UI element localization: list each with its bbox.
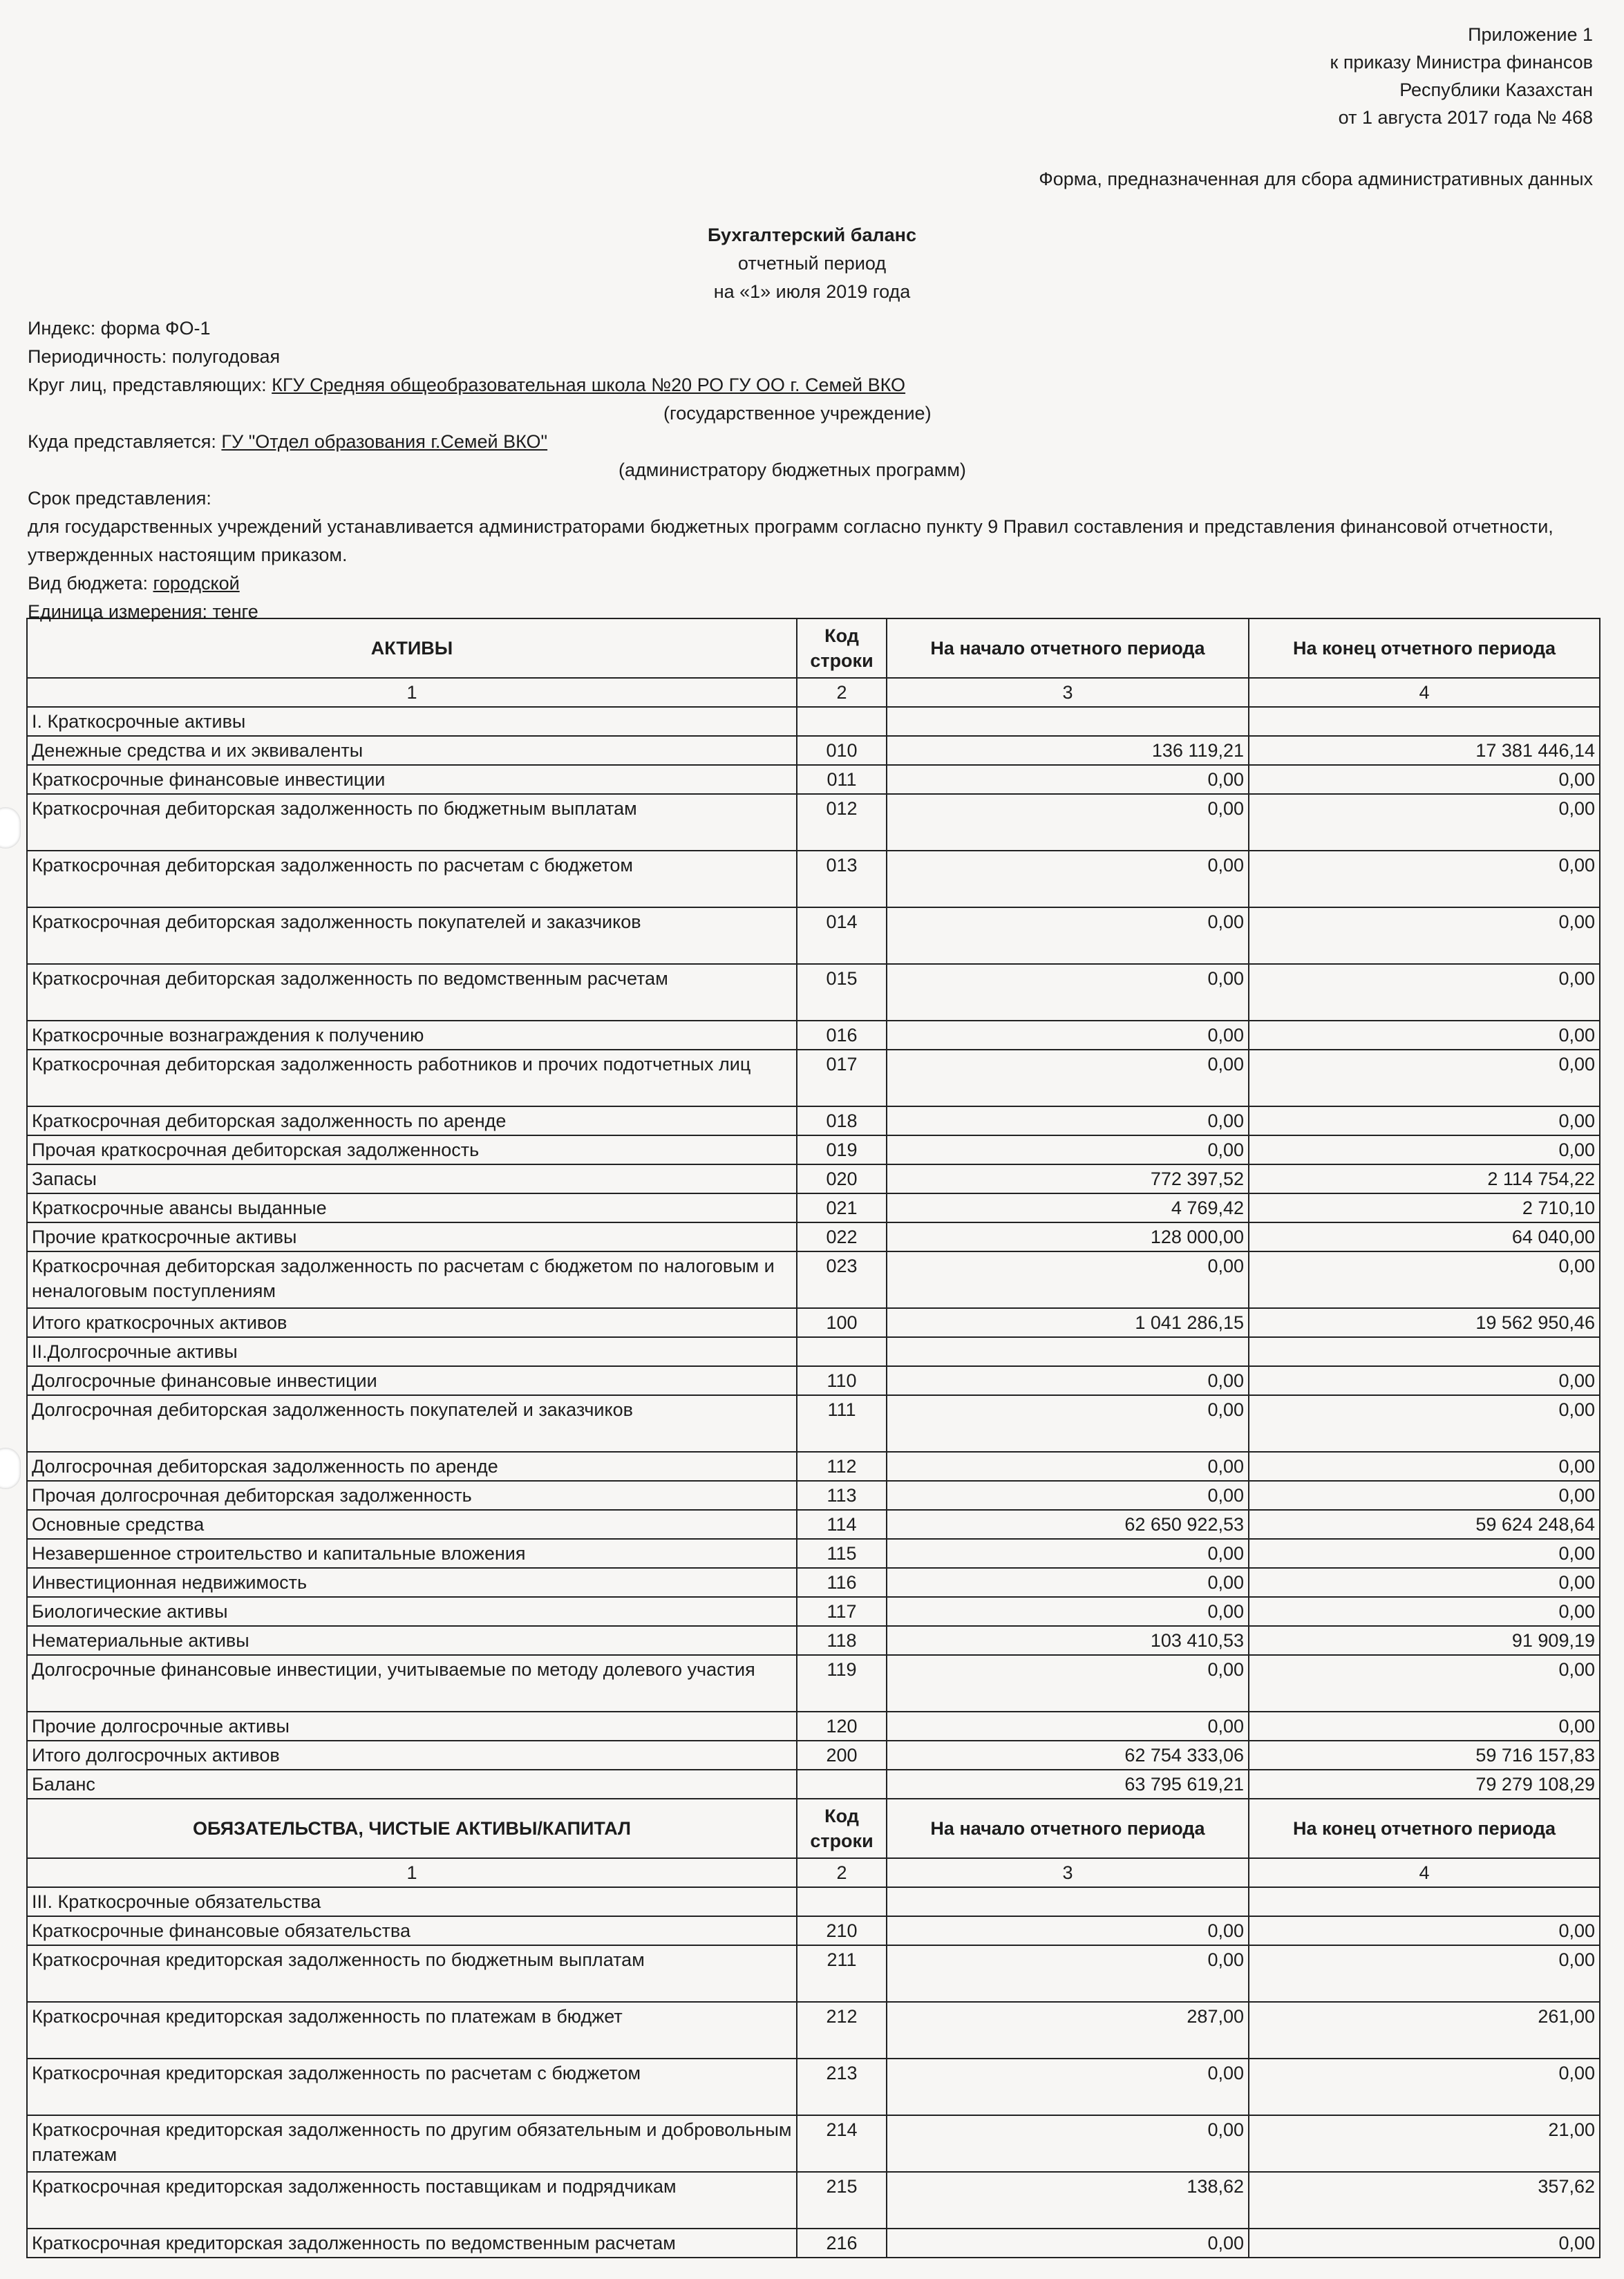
- row-name-cell: Денежные средства и их эквиваленты: [27, 736, 797, 765]
- value-start-cell: 0,00: [887, 851, 1249, 907]
- row-code-cell: 118: [797, 1626, 887, 1655]
- value-start-cell: 0,00: [887, 1481, 1249, 1510]
- value-start-cell: [887, 1887, 1249, 1916]
- value-end-cell: 0,00: [1249, 1712, 1600, 1741]
- table-row: [27, 765, 1600, 794]
- assets-header-title: АКТИВЫ: [27, 618, 797, 678]
- submitters-note: (государственное учреждение): [663, 403, 932, 424]
- value-end-cell: 0,00: [1249, 1945, 1600, 2002]
- row-code-cell: 114: [797, 1510, 887, 1539]
- value-start-cell: 0,00: [887, 907, 1249, 964]
- value-end-cell: 19 562 950,46: [1249, 1308, 1600, 1337]
- budget-value: городской: [153, 573, 240, 594]
- table-row: [27, 2172, 1600, 2229]
- value-end-cell: [1249, 707, 1600, 736]
- table-row: [27, 1712, 1600, 1741]
- row-code-cell: 110: [797, 1366, 887, 1395]
- row-code-cell: 022: [797, 1222, 887, 1251]
- row-code-cell: 015: [797, 964, 887, 1021]
- value-end-cell: 0,00: [1249, 1021, 1600, 1050]
- document-title-block: [0, 221, 1624, 306]
- row-code-cell: 200: [797, 1741, 887, 1770]
- row-name-cell: Баланс: [27, 1770, 797, 1799]
- value-start-cell: 4 769,42: [887, 1193, 1249, 1222]
- row-code-cell: [797, 707, 887, 736]
- table-row: [27, 2002, 1600, 2059]
- header-start: На начало отчетного периода: [887, 1799, 1249, 1858]
- row-name-cell: Незавершенное строительство и капитальные вложения: [27, 1539, 797, 1568]
- table-row: [27, 2115, 1600, 2172]
- row-name-cell: Краткосрочная кредиторская задолженность по бюджетным выплатам: [27, 1945, 797, 2002]
- row-code-cell: 119: [797, 1655, 887, 1712]
- row-name-cell: Долгосрочные финансовые инвестиции, учитываемые по методу долевого участия: [27, 1655, 797, 1712]
- value-start-cell: 772 397,52: [887, 1164, 1249, 1193]
- header-start: На начало отчетного периода: [887, 618, 1249, 678]
- liabilities-section: [27, 1799, 1600, 2258]
- value-end-cell: 0,00: [1249, 765, 1600, 794]
- value-end-cell: 357,62: [1249, 2172, 1600, 2229]
- header-code: Код строки: [797, 1799, 887, 1858]
- row-code-cell: 016: [797, 1021, 887, 1050]
- balance-table: [26, 618, 1601, 2258]
- header-code: Код строки: [797, 618, 887, 678]
- value-end-cell: 261,00: [1249, 2002, 1600, 2059]
- row-name-cell: Краткосрочная кредиторская задолженность поставщикам и подрядчикам: [27, 2172, 797, 2229]
- value-start-cell: 0,00: [887, 2059, 1249, 2115]
- form-purpose: Форма, предназначенная для сбора административных данных: [1039, 169, 1593, 189]
- row-code-cell: 210: [797, 1916, 887, 1945]
- row-name-cell: Краткосрочные авансы выданные: [27, 1193, 797, 1222]
- column-number: 2: [797, 1858, 887, 1887]
- row-name-cell: Краткосрочная кредиторская задолженность по ведомственным расчетам: [27, 2229, 797, 2258]
- column-number: 2: [797, 678, 887, 707]
- value-end-cell: [1249, 1337, 1600, 1366]
- value-start-cell: 136 119,21: [887, 736, 1249, 765]
- value-start-cell: 62 650 922,53: [887, 1510, 1249, 1539]
- row-code-cell: [797, 1887, 887, 1916]
- row-name-cell: Краткосрочные финансовые инвестиции: [27, 765, 797, 794]
- row-code-cell: 212: [797, 2002, 887, 2059]
- row-name-cell: Краткосрочная дебиторская задолженность по ведомственным расчетам: [27, 964, 797, 1021]
- table-row: [27, 1945, 1600, 2002]
- submitters-row: [28, 371, 1596, 399]
- value-end-cell: 0,00: [1249, 1251, 1600, 1308]
- value-end-cell: 0,00: [1249, 1135, 1600, 1164]
- column-number: 1: [27, 1858, 797, 1887]
- row-code-cell: [797, 1337, 887, 1366]
- row-code-cell: 014: [797, 907, 887, 964]
- value-end-cell: 0,00: [1249, 1916, 1600, 1945]
- value-start-cell: 0,00: [887, 1452, 1249, 1481]
- row-code-cell: 021: [797, 1193, 887, 1222]
- table-row: [27, 1770, 1600, 1799]
- value-end-cell: 0,00: [1249, 1655, 1600, 1712]
- deadline-label: Срок представления:: [28, 488, 211, 509]
- row-code-cell: 112: [797, 1452, 887, 1481]
- value-start-cell: 0,00: [887, 1916, 1249, 1945]
- value-end-cell: 0,00: [1249, 1106, 1600, 1135]
- row-code-cell: 017: [797, 1050, 887, 1106]
- value-start-cell: 1 041 286,15: [887, 1308, 1249, 1337]
- table-row: [27, 2229, 1600, 2258]
- table-row: [27, 1106, 1600, 1135]
- budget-row: [28, 569, 1596, 598]
- row-name-cell: Краткосрочная дебиторская задолженность работников и прочих подотчетных лиц: [27, 1050, 797, 1106]
- value-end-cell: 0,00: [1249, 1366, 1600, 1395]
- row-code-cell: 010: [797, 736, 887, 765]
- value-end-cell: 0,00: [1249, 851, 1600, 907]
- table-row: [27, 1337, 1600, 1366]
- table-row: [27, 1887, 1600, 1916]
- order-line: к приказу Министра финансов: [1330, 52, 1593, 73]
- row-name-cell: Прочая краткосрочная дебиторская задолженность: [27, 1135, 797, 1164]
- row-code-cell: 115: [797, 1539, 887, 1568]
- row-code-cell: 019: [797, 1135, 887, 1164]
- value-end-cell: 59 624 248,64: [1249, 1510, 1600, 1539]
- table-row: [27, 1481, 1600, 1510]
- value-start-cell: [887, 707, 1249, 736]
- row-name-cell: III. Краткосрочные обязательства: [27, 1887, 797, 1916]
- row-code-cell: 012: [797, 794, 887, 851]
- appendix-header: [1330, 21, 1594, 131]
- value-start-cell: 0,00: [887, 1597, 1249, 1626]
- row-code-cell: 113: [797, 1481, 887, 1510]
- table-row: [27, 1395, 1600, 1452]
- row-code-cell: 211: [797, 1945, 887, 2002]
- row-code-cell: 011: [797, 765, 887, 794]
- row-name-cell: Краткосрочная кредиторская задолженность по расчетам с бюджетом: [27, 2059, 797, 2115]
- value-end-cell: [1249, 1887, 1600, 1916]
- row-name-cell: Долгосрочные финансовые инвестиции: [27, 1366, 797, 1395]
- order-line: Республики Казахстан: [1399, 79, 1593, 100]
- value-end-cell: 0,00: [1249, 1395, 1600, 1452]
- table-row: [27, 907, 1600, 964]
- value-end-cell: 2 710,10: [1249, 1193, 1600, 1222]
- value-end-cell: 0,00: [1249, 2229, 1600, 2258]
- table-row: [27, 1135, 1600, 1164]
- row-code-cell: 020: [797, 1164, 887, 1193]
- table-row: [27, 2059, 1600, 2115]
- unit-of-measure: Единица измерения: тенге: [28, 601, 258, 622]
- value-end-cell: 59 716 157,83: [1249, 1741, 1600, 1770]
- value-end-cell: 0,00: [1249, 1597, 1600, 1626]
- table-row: [27, 794, 1600, 851]
- row-name-cell: Прочие краткосрочные активы: [27, 1222, 797, 1251]
- row-name-cell: I. Краткосрочные активы: [27, 707, 797, 736]
- value-start-cell: 63 795 619,21: [887, 1770, 1249, 1799]
- table-row: [27, 1251, 1600, 1308]
- form-metadata: [28, 314, 1596, 626]
- value-start-cell: 138,62: [887, 2172, 1249, 2229]
- row-code-cell: 120: [797, 1712, 887, 1741]
- row-name-cell: II.Долгосрочные активы: [27, 1337, 797, 1366]
- table-row: [27, 964, 1600, 1021]
- column-number: 3: [887, 1858, 1249, 1887]
- row-code-cell: 216: [797, 2229, 887, 2258]
- row-code-cell: 215: [797, 2172, 887, 2229]
- row-name-cell: Краткосрочные вознаграждения к получению: [27, 1021, 797, 1050]
- value-end-cell: 0,00: [1249, 1050, 1600, 1106]
- value-end-cell: 0,00: [1249, 1452, 1600, 1481]
- row-name-cell: Прочие долгосрочные активы: [27, 1712, 797, 1741]
- value-end-cell: 21,00: [1249, 2115, 1600, 2172]
- row-name-cell: Итого краткосрочных активов: [27, 1308, 797, 1337]
- recipient-label: Куда представляется:: [28, 431, 216, 452]
- column-number-row: [27, 678, 1600, 707]
- form-index: Индекс: форма ФО-1: [28, 318, 211, 339]
- value-end-cell: 79 279 108,29: [1249, 1770, 1600, 1799]
- row-name-cell: Краткосрочная дебиторская задолженность по бюджетным выплатам: [27, 794, 797, 851]
- value-start-cell: 287,00: [887, 2002, 1249, 2059]
- row-code-cell: 013: [797, 851, 887, 907]
- recipient-value: ГУ "Отдел образования г.Семей ВКО": [221, 431, 548, 452]
- punch-hole: [0, 1448, 21, 1489]
- liabilities-header-title: ОБЯЗАТЕЛЬСТВА, ЧИСТЫЕ АКТИВЫ/КАПИТАЛ: [27, 1799, 797, 1858]
- table-row: [27, 1510, 1600, 1539]
- value-start-cell: 0,00: [887, 2115, 1249, 2172]
- value-end-cell: 0,00: [1249, 2059, 1600, 2115]
- value-start-cell: 0,00: [887, 1395, 1249, 1452]
- row-name-cell: Итого долгосрочных активов: [27, 1741, 797, 1770]
- row-name-cell: Краткосрочная дебиторская задолженность покупателей и заказчиков: [27, 907, 797, 964]
- row-name-cell: Нематериальные активы: [27, 1626, 797, 1655]
- row-name-cell: Запасы: [27, 1164, 797, 1193]
- row-code-cell: 100: [797, 1308, 887, 1337]
- header-end: На конец отчетного периода: [1249, 1799, 1600, 1858]
- table-row: [27, 707, 1600, 736]
- reporting-period-label: отчетный период: [737, 253, 887, 274]
- value-start-cell: 0,00: [887, 1251, 1249, 1308]
- table-row: [27, 1539, 1600, 1568]
- table-row: [27, 1916, 1600, 1945]
- value-end-cell: 0,00: [1249, 1539, 1600, 1568]
- column-number: 4: [1249, 1858, 1600, 1887]
- column-number-row: [27, 1858, 1600, 1887]
- row-name-cell: Краткосрочная кредиторская задолженность по платежам в бюджет: [27, 2002, 797, 2059]
- value-start-cell: 0,00: [887, 2229, 1249, 2258]
- value-start-cell: 0,00: [887, 794, 1249, 851]
- value-end-cell: 0,00: [1249, 794, 1600, 851]
- row-code-cell: [797, 1770, 887, 1799]
- table-row: [27, 1050, 1600, 1106]
- row-code-cell: 111: [797, 1395, 887, 1452]
- value-start-cell: 128 000,00: [887, 1222, 1249, 1251]
- row-name-cell: Инвестиционная недвижимость: [27, 1568, 797, 1597]
- row-name-cell: Долгосрочная дебиторская задолженность по аренде: [27, 1452, 797, 1481]
- table-row: [27, 1021, 1600, 1050]
- table-row: [27, 1452, 1600, 1481]
- row-code-cell: 117: [797, 1597, 887, 1626]
- table-row: [27, 1366, 1600, 1395]
- table-row: [27, 1193, 1600, 1222]
- table-row: [27, 1222, 1600, 1251]
- row-code-cell: 023: [797, 1251, 887, 1308]
- table-row: [27, 1741, 1600, 1770]
- row-code-cell: 018: [797, 1106, 887, 1135]
- budget-label: Вид бюджета:: [28, 573, 148, 594]
- appendix-title: Приложение 1: [1468, 24, 1593, 45]
- value-start-cell: 0,00: [887, 1539, 1249, 1568]
- value-end-cell: 0,00: [1249, 907, 1600, 964]
- submitters-value: КГУ Средняя общеобразовательная школа №20 РО ГУ ОО г. Семей ВКО: [272, 375, 906, 395]
- column-number: 4: [1249, 678, 1600, 707]
- row-name-cell: Краткосрочная дебиторская задолженность по расчетам с бюджетом: [27, 851, 797, 907]
- table-row: [27, 851, 1600, 907]
- table-row: [27, 1568, 1600, 1597]
- row-name-cell: Краткосрочная дебиторская задолженность по расчетам с бюджетом по налоговым и неналоговым поступлениям: [27, 1251, 797, 1308]
- table-row: [27, 1655, 1600, 1712]
- row-name-cell: Долгосрочная дебиторская задолженность покупателей и заказчиков: [27, 1395, 797, 1452]
- value-start-cell: 0,00: [887, 1712, 1249, 1741]
- value-start-cell: 0,00: [887, 1366, 1249, 1395]
- value-start-cell: 0,00: [887, 964, 1249, 1021]
- value-end-cell: 64 040,00: [1249, 1222, 1600, 1251]
- value-start-cell: 0,00: [887, 1135, 1249, 1164]
- row-code-cell: 213: [797, 2059, 887, 2115]
- liabilities-header-row: [27, 1799, 1600, 1858]
- reporting-date: на «1» июля 2019 года: [713, 281, 911, 302]
- value-start-cell: 0,00: [887, 1568, 1249, 1597]
- table-row: [27, 1626, 1600, 1655]
- table-row: [27, 1308, 1600, 1337]
- row-name-cell: Краткосрочные финансовые обязательства: [27, 1916, 797, 1945]
- deadline-text: для государственных учреждений устанавливается администраторами бюджетных программ согласно пункту 9 Правил составления и представления финансовой отчетности, утвержденных настоящим приказом.: [28, 516, 1554, 565]
- recipient-row: [28, 428, 1596, 456]
- document-title: Бухгалтерский баланс: [708, 225, 916, 245]
- value-start-cell: 0,00: [887, 765, 1249, 794]
- value-end-cell: 91 909,19: [1249, 1626, 1600, 1655]
- row-name-cell: Прочая долгосрочная дебиторская задолженность: [27, 1481, 797, 1510]
- value-end-cell: 0,00: [1249, 1568, 1600, 1597]
- value-start-cell: 0,00: [887, 1106, 1249, 1135]
- table-row: [27, 736, 1600, 765]
- row-code-cell: 214: [797, 2115, 887, 2172]
- column-number: 1: [27, 678, 797, 707]
- assets-section: [27, 618, 1600, 1799]
- row-name-cell: Краткосрочная дебиторская задолженность по аренде: [27, 1106, 797, 1135]
- recipient-note: (администратору бюджетных программ): [619, 460, 966, 480]
- value-start-cell: 0,00: [887, 1655, 1249, 1712]
- value-start-cell: 0,00: [887, 1021, 1249, 1050]
- table-row: [27, 1597, 1600, 1626]
- value-start-cell: 103 410,53: [887, 1626, 1249, 1655]
- value-end-cell: 17 381 446,14: [1249, 736, 1600, 765]
- column-number: 3: [887, 678, 1249, 707]
- value-start-cell: [887, 1337, 1249, 1366]
- assets-header-row: [27, 618, 1600, 678]
- row-name-cell: Биологические активы: [27, 1597, 797, 1626]
- header-end: На конец отчетного периода: [1249, 618, 1600, 678]
- row-name-cell: Краткосрочная кредиторская задолженность по другим обязательным и добровольным платежам: [27, 2115, 797, 2172]
- value-end-cell: 0,00: [1249, 1481, 1600, 1510]
- row-code-cell: 116: [797, 1568, 887, 1597]
- value-start-cell: 62 754 333,06: [887, 1741, 1249, 1770]
- value-end-cell: 0,00: [1249, 964, 1600, 1021]
- form-periodicity: Периодичность: полугодовая: [28, 346, 281, 367]
- punch-hole: [0, 807, 21, 849]
- order-line: от 1 августа 2017 года № 468: [1338, 107, 1593, 128]
- submitters-label: Круг лиц, представляющих:: [28, 375, 267, 395]
- value-start-cell: 0,00: [887, 1945, 1249, 2002]
- row-name-cell: Основные средства: [27, 1510, 797, 1539]
- value-start-cell: 0,00: [887, 1050, 1249, 1106]
- value-end-cell: 2 114 754,22: [1249, 1164, 1600, 1193]
- table-row: [27, 1164, 1600, 1193]
